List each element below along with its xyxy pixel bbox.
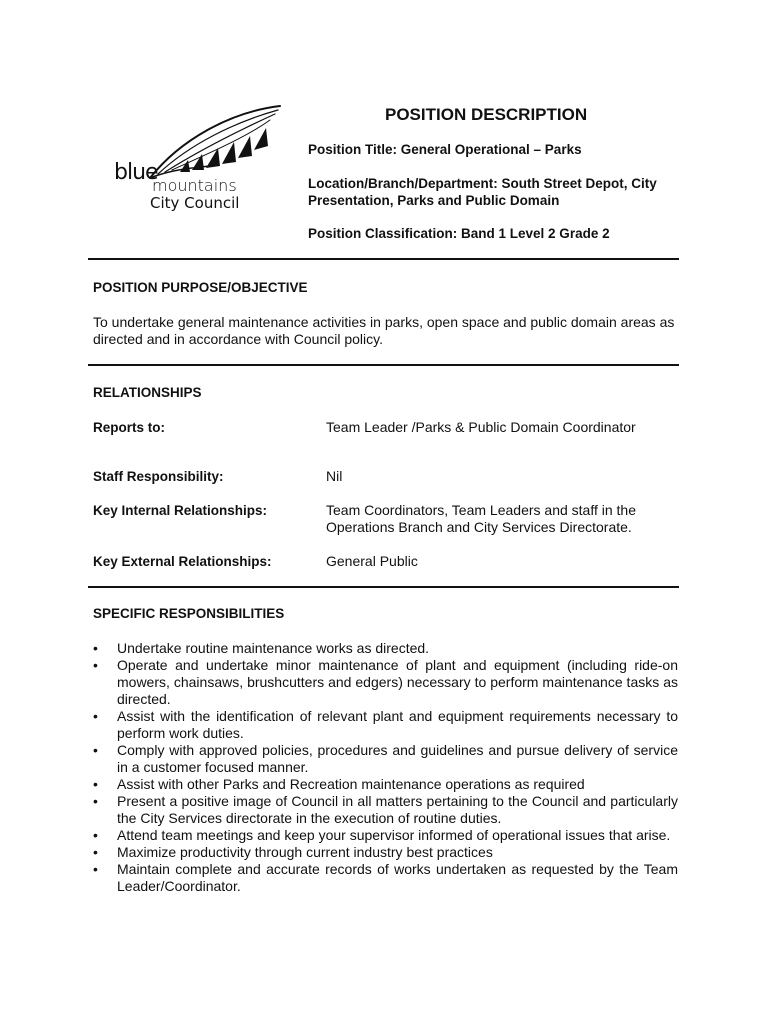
responsibility-text: Maximize productivity through current industry best practices bbox=[117, 844, 493, 860]
responsibility-text: Attend team meetings and keep your supervisor informed of operational issues that arise. bbox=[117, 827, 671, 843]
list-item bbox=[93, 708, 678, 742]
responsibility-text: Assist with the identification of relevant plant and equipment requirements necessary to perform work duties. bbox=[117, 708, 678, 741]
relationships-heading: RELATIONSHIPS bbox=[93, 385, 202, 400]
section-divider bbox=[88, 258, 679, 260]
logo-text-city-council: City Council bbox=[150, 194, 240, 212]
responsibility-text: Undertake routine maintenance works as directed. bbox=[117, 640, 430, 656]
responsibility-text: Maintain complete and accurate records of works undertaken as requested by the Team Leader/Coordinator. bbox=[117, 861, 678, 894]
responsibility-text: Present a positive image of Council in all matters pertaining to the Council and particularly the City Services directorate in the execution of routine duties. bbox=[117, 793, 678, 826]
list-item bbox=[93, 793, 678, 827]
bullet-icon: • bbox=[93, 793, 98, 809]
responsibility-text: Comply with approved policies, procedures and guidelines and pursue delivery of service in a customer focused manner. bbox=[117, 742, 678, 775]
external-relationships-value: General Public bbox=[326, 553, 418, 569]
list-item bbox=[93, 640, 678, 657]
position-classification: Position Classification: Band 1 Level 2 Grade 2 bbox=[308, 226, 610, 241]
reports-to-value: Team Leader /Parks & Public Domain Coordinator bbox=[326, 419, 636, 435]
list-item bbox=[93, 844, 678, 861]
responsibilities-list bbox=[93, 640, 678, 895]
bullet-icon: • bbox=[93, 861, 98, 877]
bullet-icon: • bbox=[93, 844, 98, 860]
purpose-heading: POSITION PURPOSE/OBJECTIVE bbox=[93, 280, 308, 295]
internal-relationships-label: Key Internal Relationships: bbox=[93, 503, 268, 518]
responsibility-text: Assist with other Parks and Recreation maintenance operations as required bbox=[117, 776, 585, 792]
council-logo bbox=[110, 100, 290, 220]
bullet-icon: • bbox=[93, 776, 98, 792]
list-item bbox=[93, 742, 678, 776]
internal-relationships-value: Team Coordinators, Team Leaders and staff in the Operations Branch and City Services Directorate. bbox=[326, 502, 636, 535]
position-location: Location/Branch/Department: South Street Depot, City Presentation, Parks and Public Domain bbox=[308, 176, 657, 208]
staff-responsibility-label: Staff Responsibility: bbox=[93, 469, 224, 484]
logo-text-mountains: mountains bbox=[152, 176, 237, 195]
list-item bbox=[93, 776, 678, 793]
responsibility-text: Operate and undertake minor maintenance of plant and equipment (including ride-on mowers, chainsaws, brushcutters and edgers) necessary to perform maintenance tasks as directed. bbox=[117, 657, 678, 707]
bullet-icon: • bbox=[93, 742, 98, 758]
logo-text-blue: blue bbox=[114, 160, 158, 185]
external-relationships-label: Key External Relationships: bbox=[93, 554, 272, 569]
list-item bbox=[93, 827, 678, 844]
bullet-icon: • bbox=[93, 827, 98, 843]
position-title: Position Title: General Operational – Parks bbox=[308, 142, 582, 157]
bullet-icon: • bbox=[93, 640, 98, 656]
list-item bbox=[93, 861, 678, 895]
bullet-icon: • bbox=[93, 657, 98, 673]
section-divider bbox=[88, 364, 679, 366]
staff-responsibility-value: Nil bbox=[326, 468, 343, 484]
responsibilities-heading: SPECIFIC RESPONSIBILITIES bbox=[93, 606, 285, 621]
document-title: POSITION DESCRIPTION bbox=[385, 105, 588, 124]
reports-to-label: Reports to: bbox=[93, 420, 165, 435]
list-item bbox=[93, 657, 678, 708]
bullet-icon: • bbox=[93, 708, 98, 724]
purpose-text: To undertake general maintenance activities in parks, open space and public domain areas as directed and in accordance with Council policy. bbox=[93, 314, 675, 347]
section-divider bbox=[88, 586, 679, 588]
